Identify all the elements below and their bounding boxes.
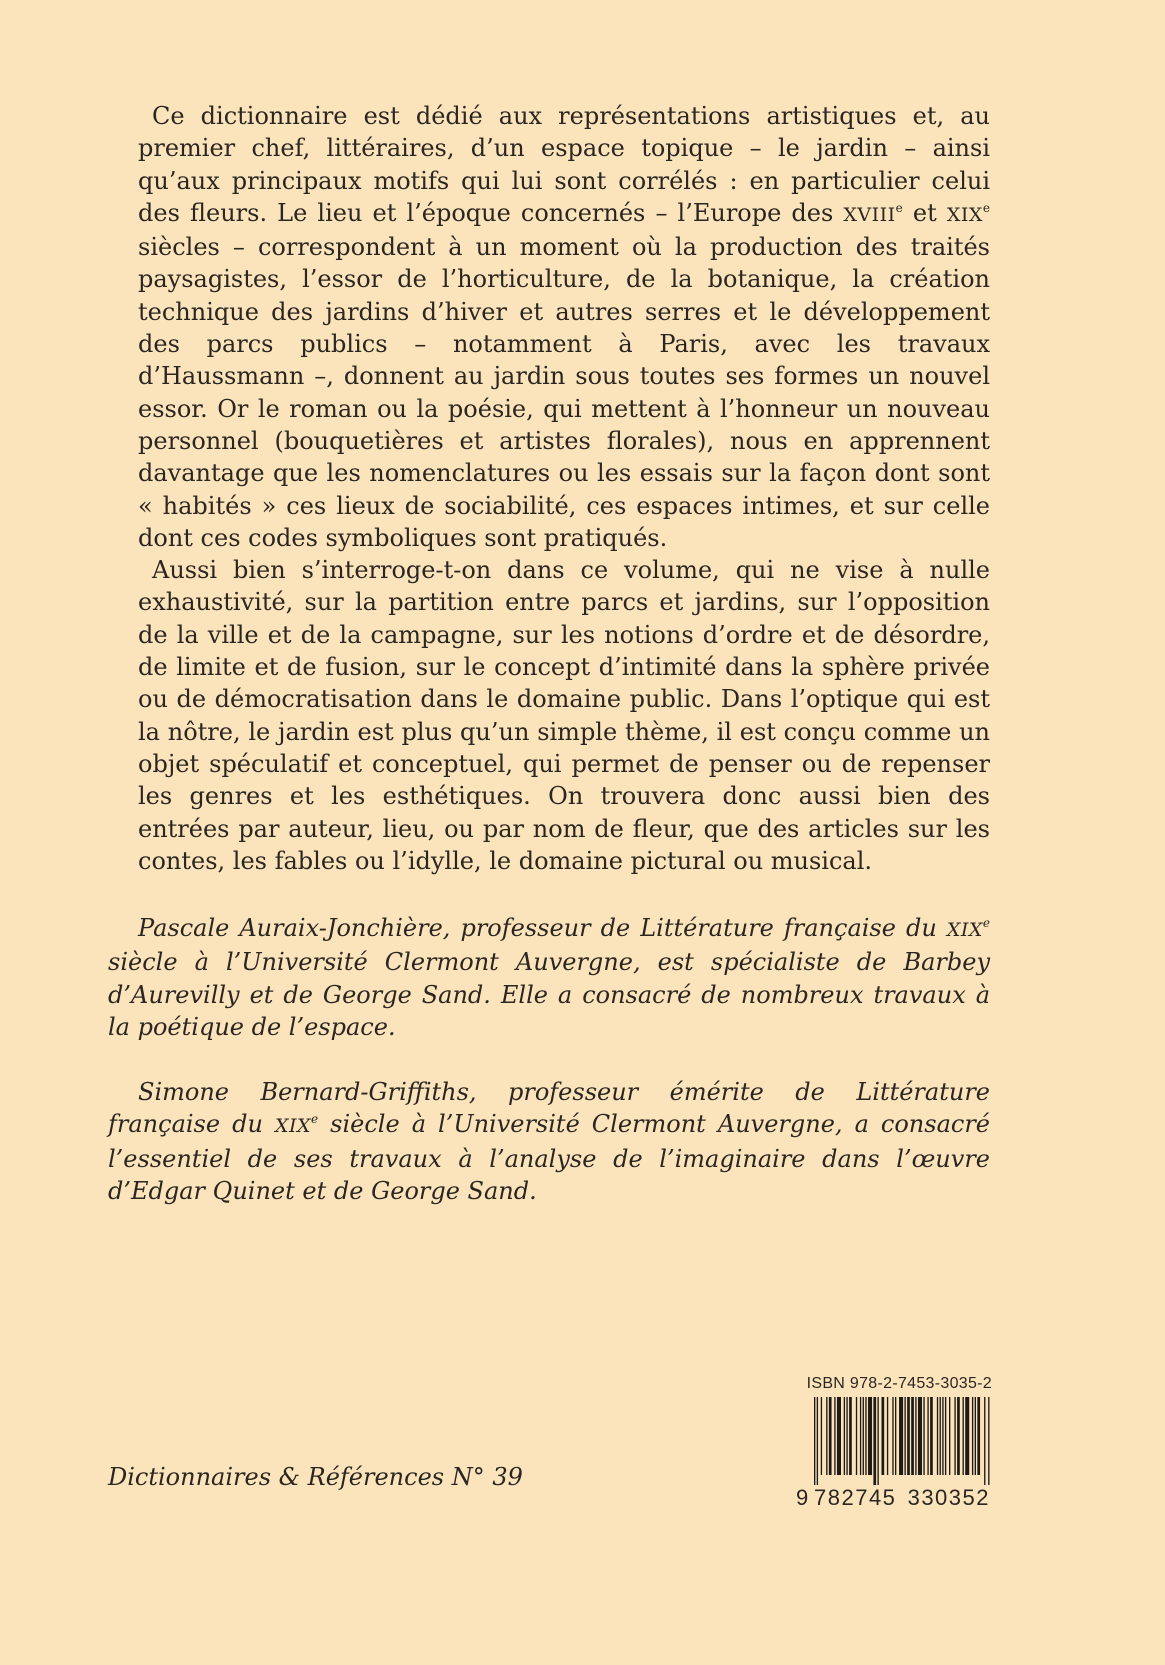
barcode-digits-group-2: 330352	[907, 1485, 990, 1510]
author-bio-2: Simone Bernard-Griffiths, professeur émérite de Littérature française du XIXe siècle à l’Université Clermont Auvergne, a consacré l’essentiel de ses travaux à l’analyse de l’imaginaire dans l’œuvre d’Edgar Quinet et de George Sand.	[108, 1078, 990, 1205]
description-paragraph-2: Aussi bien s’interroge-t-on dans ce volume, qui ne vise à nulle exhaustivité, sur la partition entre parcs et jardins, sur l’opposition de la ville et de la campagne, sur les notions d’ordre et de désordre, de limite et de fusion, sur le concept d’intimité dans la sphère privée ou de démocratisation dans le domaine public. Dans l’optique qui est la nôtre, le jardin est plus qu’un simple thème, il est conçu comme un objet spéculatif et conceptuel, qui permet de penser ou de repenser les genres et les esthétiques. On trouvera donc aussi bien des entrées par auteur, lieu, ou par nom de fleur, que des articles sur les contes, les fables ou l’idylle, le domaine pictural ou musical.	[138, 556, 990, 875]
author-bio-1: Pascale Auraix-Jonchière, professeur de Littérature française du XIXe siècle à l’Université Clermont Auvergne, est spécialiste de Barbey d’Aurevilly et de George Sand. Elle a consacré de nombreux travaux à la poétique de l’espace.	[108, 914, 990, 1041]
description-paragraph-1: Ce dictionnaire est dédié aux représentations artistiques et, au premier chef, littéraires, d’un espace topique – le jardin – ainsi qu’aux principaux motifs qui lui sont corrélés : en particulier celui des fleurs. Le lieu et l’époque concernés – l’Europe des XVIIIe et XIXe siècles – correspondent à un moment où la production des traités paysagistes, l’essor de l’horticulture, de la botanique, la création technique des jardins d’hiver et autres serres et le développement des parcs publics – notamment à Paris, avec les travaux d’Haussmann –, donnent au jardin sous toutes ses formes un nouvel essor. Or le roman ou la poésie, qui mettent à l’honneur un nouveau personnel (bouquetières et artistes florales), nous en apprennent davantage que les nomenclatures ou les essais sur la façon dont sont « habités » ces lieux de sociabilité, ces espaces intimes, et sur celle dont ces codes symboliques sont pratiqués.	[138, 102, 990, 552]
barcode-lead-digit: 9	[796, 1485, 809, 1510]
barcode	[796, 1375, 992, 1511]
barcode-bars	[814, 1397, 990, 1485]
isbn-label: ISBN 978-2-7453-3035-2	[806, 1375, 992, 1392]
barcode-digits-group-1: 782745	[814, 1485, 897, 1510]
description	[138, 100, 990, 877]
barcode-digits	[814, 1485, 990, 1511]
series-label: Dictionnaires & Références N° 39	[108, 1463, 523, 1491]
